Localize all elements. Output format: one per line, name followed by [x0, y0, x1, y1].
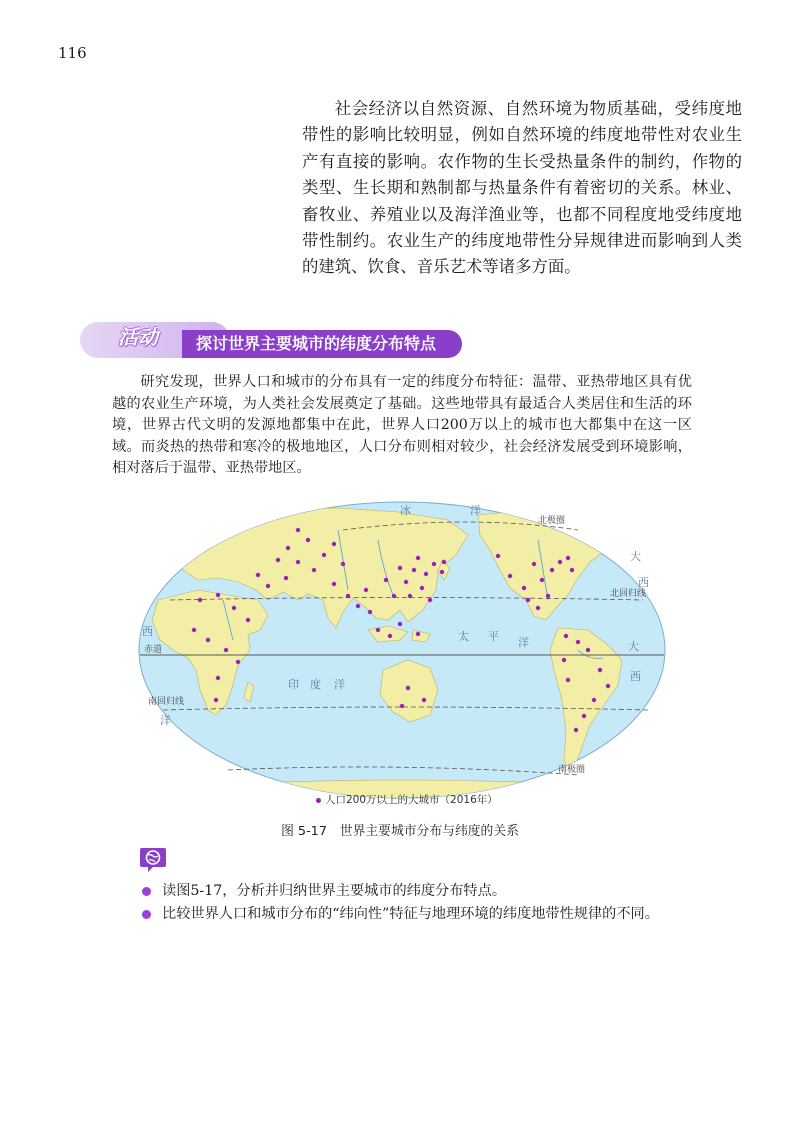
- ocean-label: 冰: [400, 504, 411, 517]
- ocean-label: 度: [310, 678, 321, 691]
- intro-section: [302, 96, 742, 281]
- activity-header: [80, 318, 480, 362]
- label-tropic-cancer: 北回归线: [610, 589, 647, 599]
- question-item: [140, 880, 740, 903]
- city-dot-icon: [316, 798, 321, 803]
- ocean-label: 太: [458, 630, 469, 643]
- activity-title: 探讨世界主要城市的纬度分布特点: [182, 330, 462, 358]
- greenland: [578, 506, 618, 526]
- ocean-label: 平: [488, 630, 499, 643]
- activity-label: 活动: [118, 325, 158, 349]
- question-text: 比较世界人口和城市分布的“纬向性”特征与地理环境的纬度地带性规律的不同。: [162, 906, 659, 922]
- page-number: 116: [58, 44, 87, 62]
- ocean-label: 大: [630, 550, 641, 563]
- ocean-label: 洋: [470, 504, 481, 517]
- figure-caption: 图 5-17 世界主要城市分布与纬度的关系: [281, 824, 519, 839]
- activity-paragraph: 研究发现，世界人口和城市的分布具有一定的纬度分布特征：温带、亚热带地区具有优越的农业生产环境，为人类社会发展奠定了基础。这些地带具有最适合人类居住和生活的环境，世界古代文明的发源地都集中在此，世界人口200万以上的城市也大都集中在这一区域。而炎热的热带和寒冷的极地地区，人口分布则相对较少，社会经济发展受到环境影响，相对落后于温带、亚热带地区。: [112, 374, 692, 476]
- think-globe-icon: [138, 846, 168, 874]
- ocean-label: 西: [638, 576, 649, 589]
- ocean-label: 洋: [334, 678, 345, 691]
- activity-text-block: [112, 372, 692, 480]
- label-antarctic-circle: 南极圈: [558, 765, 586, 775]
- legend-text: 人口200万以上的大城市（2016年）: [325, 794, 498, 806]
- question-list: [140, 880, 740, 926]
- ocean-label: 洋: [518, 636, 529, 649]
- map-svg: [138, 500, 666, 800]
- label-equator: 赤道: [144, 645, 163, 655]
- ocean-label: 印: [288, 678, 299, 691]
- question-text: 读图5-17，分析并归纳世界主要城市的纬度分布特点。: [162, 883, 507, 899]
- bullet-icon: [142, 887, 151, 896]
- ocean-label: 西: [630, 670, 641, 683]
- ocean-label: 大: [628, 640, 639, 653]
- label-tropic-capricorn: 南回归线: [148, 697, 185, 707]
- label-arctic-circle: 北极圈: [538, 516, 566, 526]
- intro-paragraph: 社会经济以自然资源、自然环境为物质基础，受纬度地带性的影响比较明显，例如自然环境的纬度地带性对农业生产有直接的影响。农作物的生长受热量条件的制约，作物的类型、生长期和熟制都与热量条件有着密切的关系。林业、畜牧业、养殖业以及海洋渔业等，也都不同程度地受纬度地带性制约。农业生产的纬度地带性分异规律进而影响到人类的建筑、饮食、音乐艺术等诸多方面。: [302, 99, 742, 277]
- map-legend: [316, 792, 498, 807]
- ocean-label: 西: [142, 625, 153, 638]
- ocean-label: 洋: [160, 714, 171, 727]
- question-item: [140, 903, 740, 926]
- world-city-map: [138, 500, 666, 800]
- bullet-icon: [142, 910, 151, 919]
